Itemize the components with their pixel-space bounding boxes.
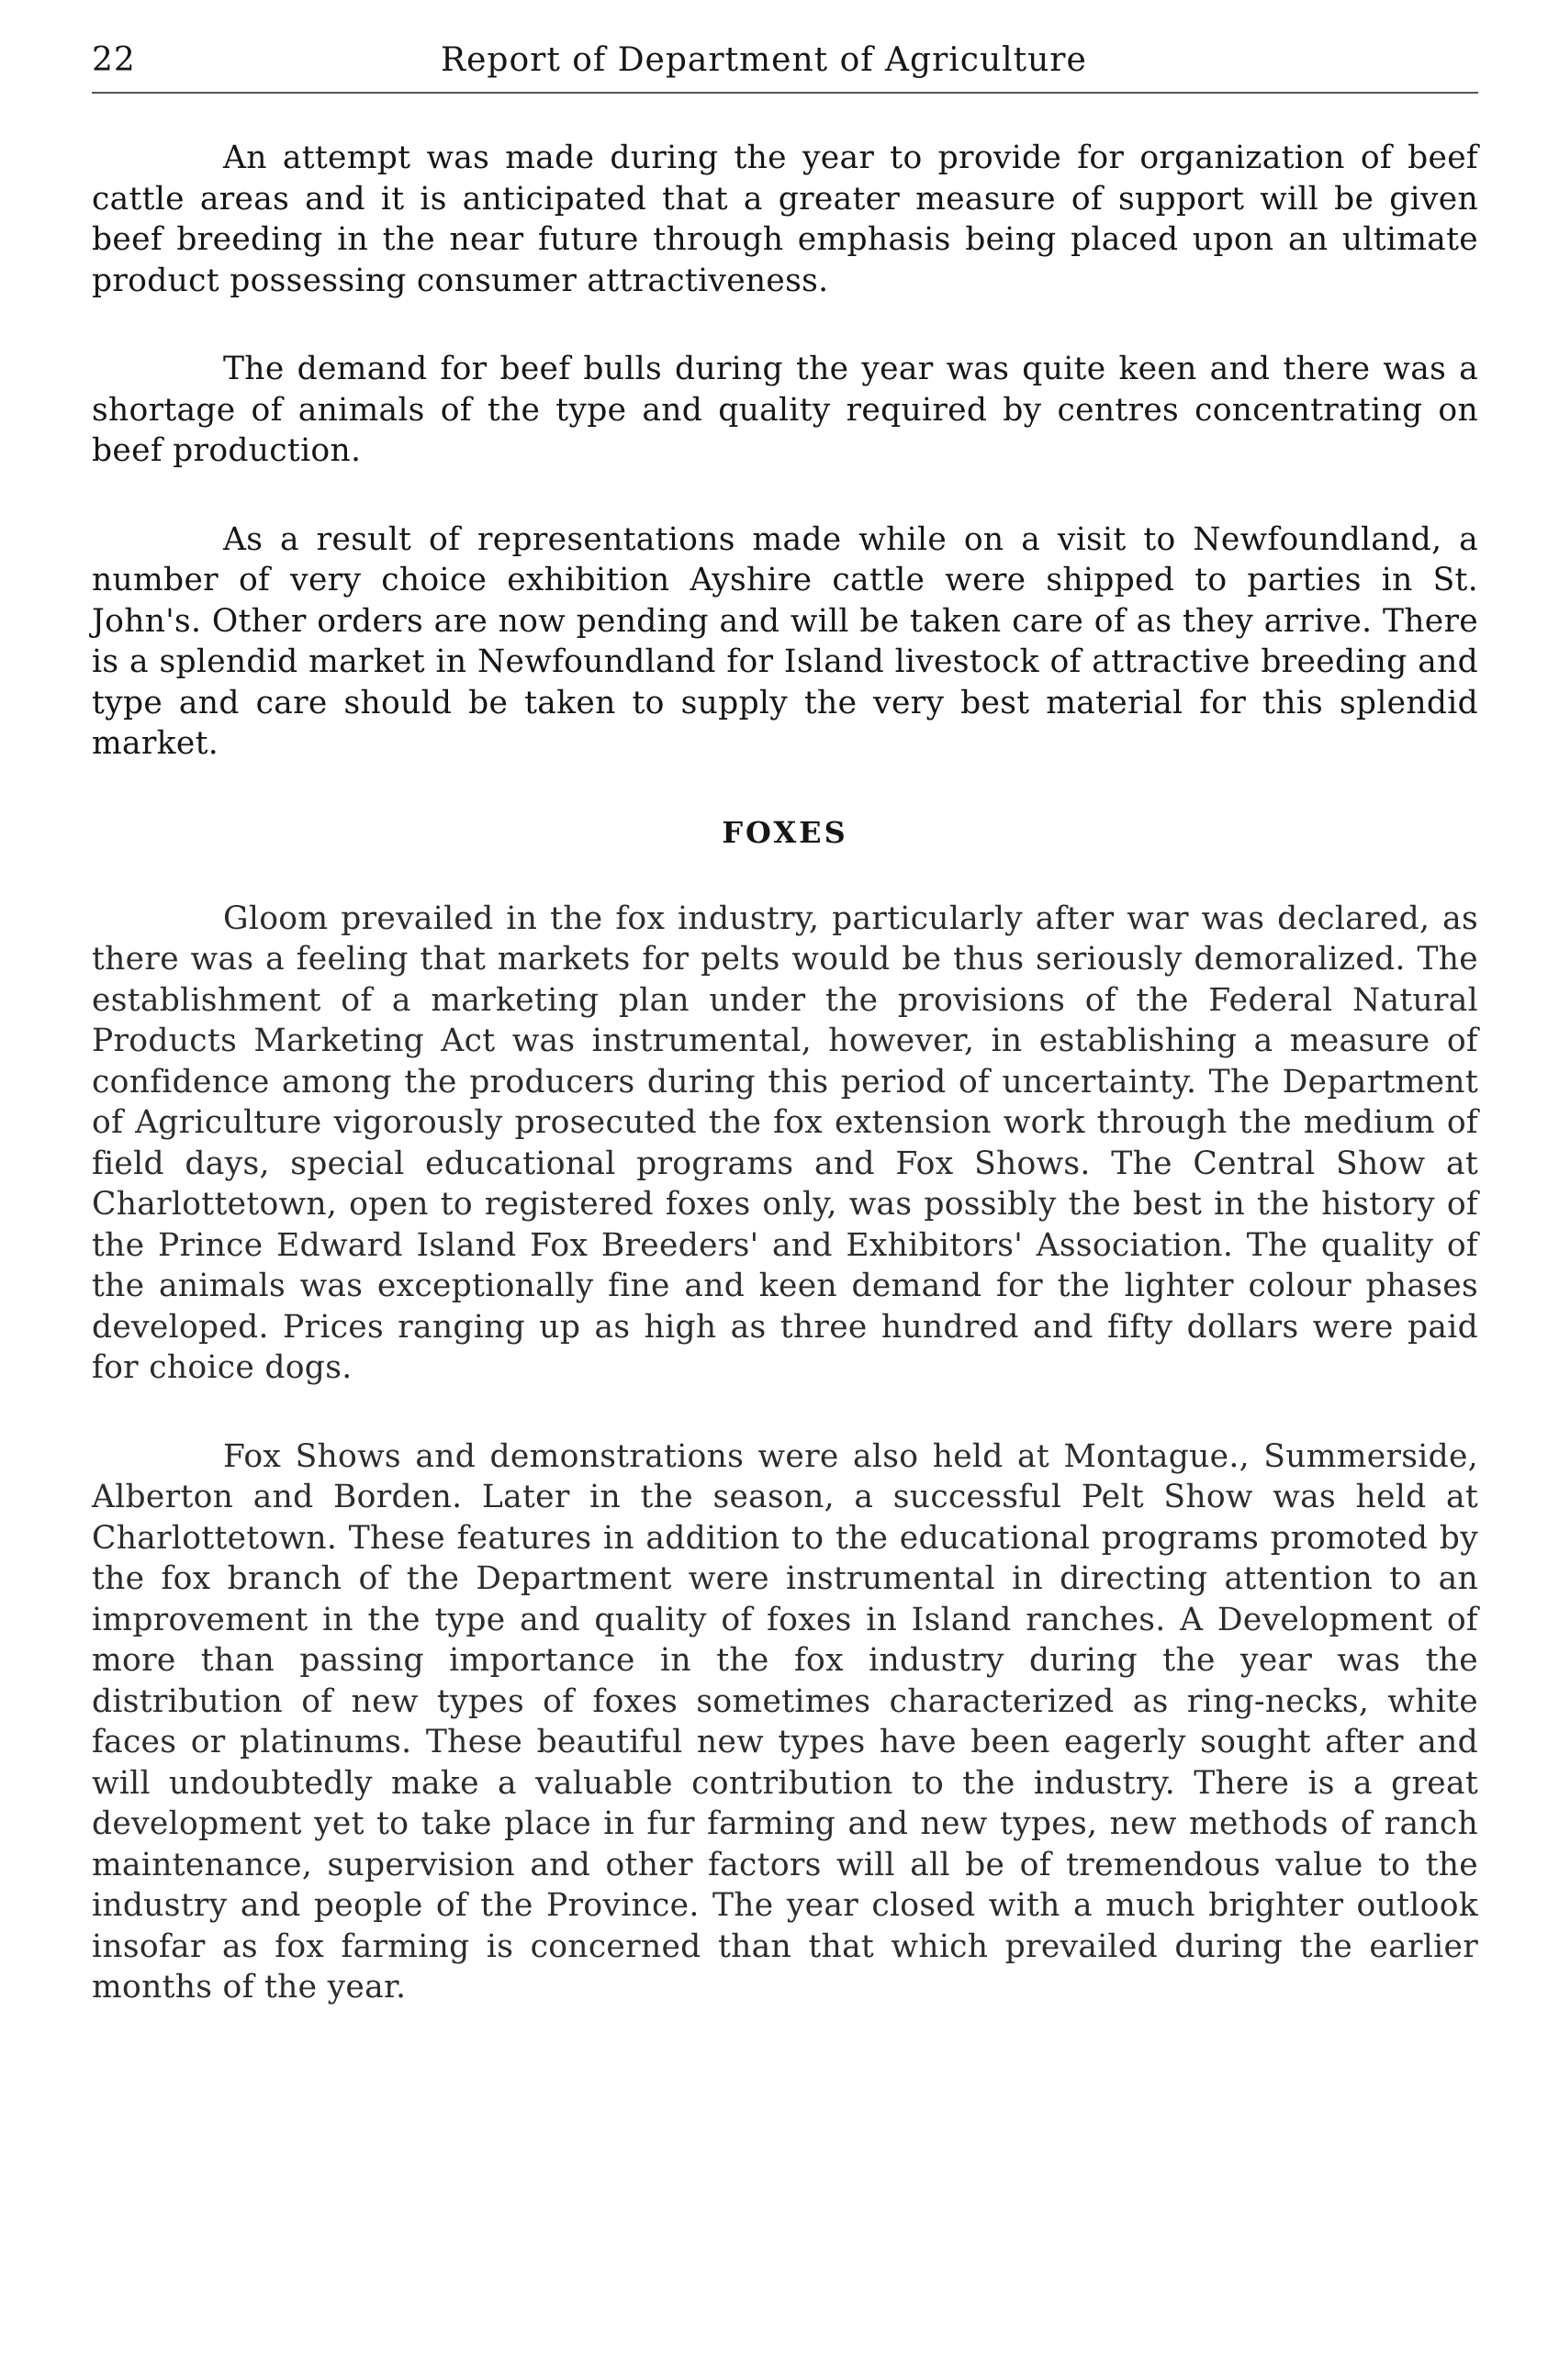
paragraph-beef-bulls: The demand for beef bulls during the year was quite keen and there was a shortage of animals of the type and quality required by centres concentrating on beef production. — [92, 351, 1478, 469]
page-header — [92, 33, 1478, 88]
header-divider — [92, 92, 1478, 94]
paragraph-foxes-2: Fox Shows and demonstrations were also held at Montague., Summerside, Alberton and Borden. Later in the season, a successful Pelt Show was held at Charlottetown. These features in addition to the educational programs promoted by the fox branch of the Department were instrumental in directing attention to an improvement in the type and quality of foxes in Island ranches. A Development of more than passing importance in the fox industry during the year was the distribution of new types of foxes sometimes characterized as ring-necks, white faces or platinums. These beautiful new types have been eagerly sought after and will undoubtedly make a valuable contribution to the industry. There is a great development yet to take place in fur farming and new types, new methods of ranch maintenance, supervision and other factors will all be of tremendous value to the industry and people of the Province. The year closed with a much brighter outlook insofar as fox farming is concerned than that which prevailed during the earlier months of the year. — [92, 1437, 1478, 2006]
section-heading-foxes: FOXES — [722, 814, 848, 850]
page-number: 22 — [92, 41, 136, 79]
paragraph-newfoundland: As a result of representations made while on a visit to Newfoundland, a number of very choice exhibition Ayshire cattle were shipped to parties in St. John's. Other orders are now pending and will be taken care of as they arrive. There is a splendid market in Newfoundland for Island livestock of attractive breeding and type and care should be taken to supply the very best material for this splendid market. — [92, 520, 1478, 762]
running-title: Report of Department of Agriculture — [441, 41, 1087, 79]
paragraph-beef-areas: An attempt was made during the year to provide for organization of beef cattle areas and it is anticipated that a greater measure of support will be given beef breeding in the near future through emphasis being placed upon an ultimate product possessing consumer attractiveness. — [92, 140, 1478, 299]
paragraph-foxes-1: Gloom prevailed in the fox industry, particularly after war was declared, as there was a feeling that markets for pelts would be thus seriously demoralized. The establishment of a marketing plan under the provisions of the Federal Natural Products Marketing Act was instrumental, however, in establishing a measure of confidence among the producers during this period of uncertainty. The Department of Agriculture vigorously prosecuted the fox extension work through the medium of field days, special educational programs and Fox Shows. The Central Show at Charlottetown, open to registered foxes only, was possibly the best in the history of the Prince Edward Island Fox Breeders' and Exhibitors' Association. The quality of the animals was exceptionally fine and keen demand for the lighter colour phases developed. Prices ranging up as high as three hundred and fifty dollars were paid for choice dogs. — [92, 899, 1478, 1386]
body-text — [92, 138, 1478, 2056]
